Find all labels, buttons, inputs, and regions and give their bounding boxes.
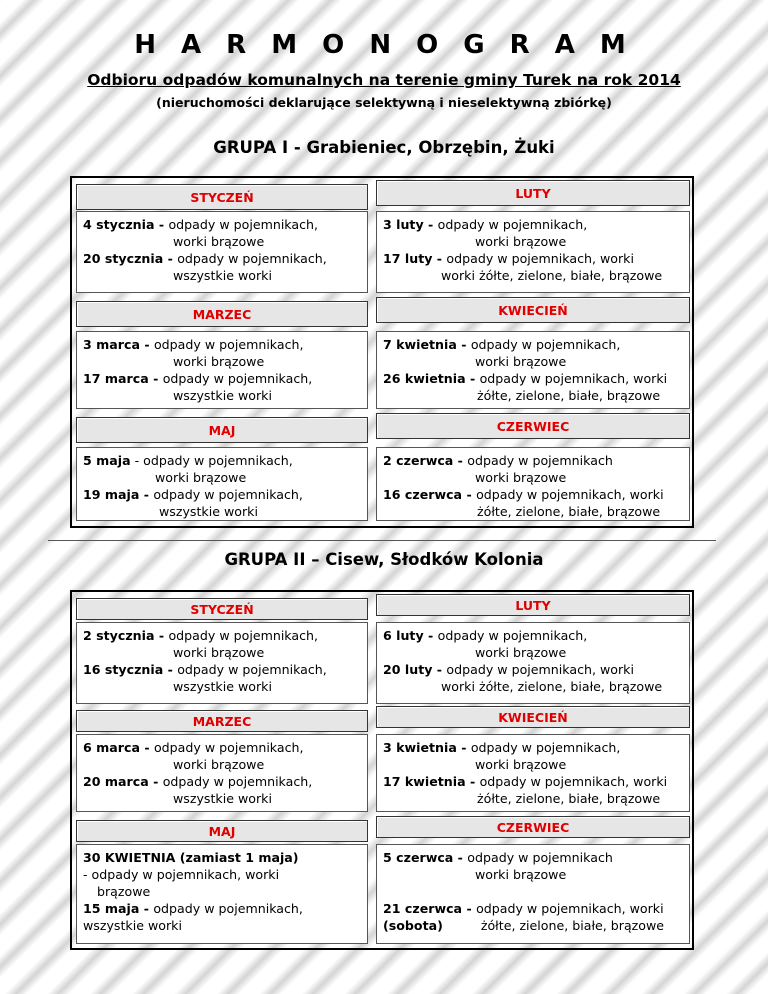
- schedule-line: [83, 900, 361, 917]
- collection-description: worki brązowe: [475, 354, 567, 369]
- collection-date: (sobota): [383, 918, 443, 933]
- month-schedule: [76, 734, 368, 812]
- month-schedule: [76, 447, 368, 521]
- collection-description: worki żółte, zielone, białe, brązowe: [441, 268, 663, 283]
- collection-description: worki brązowe: [475, 757, 567, 772]
- collection-description: wszystkie worki: [173, 791, 272, 806]
- schedule-line: [383, 773, 683, 790]
- schedule-line: [383, 370, 683, 387]
- collection-description: odpady w pojemnikach, worki: [479, 774, 668, 789]
- schedule-line: [83, 486, 361, 503]
- month-header: STYCZEŃ: [76, 598, 368, 620]
- collection-description: worki brązowe: [173, 645, 265, 660]
- collection-description: odpady w pojemnikach, worki: [446, 662, 634, 677]
- collection-description: odpady w pojemnikach,: [177, 251, 327, 266]
- schedule-line: [83, 790, 361, 807]
- month-schedule: [376, 331, 690, 409]
- schedule-line: [383, 644, 683, 661]
- collection-description: odpady w pojemnikach, worki: [446, 251, 634, 266]
- collection-description: wszystkie worki: [173, 388, 272, 403]
- collection-description: odpady w pojemnikach,: [153, 901, 303, 916]
- collection-date: 20 luty -: [383, 662, 447, 677]
- schedule-line: [83, 917, 361, 934]
- group-2-schedule-table: [70, 590, 694, 950]
- collection-description: odpady w pojemnikach,: [153, 337, 304, 352]
- schedule-line: [383, 917, 683, 934]
- schedule-line: [383, 739, 683, 756]
- schedule-line: [83, 387, 361, 404]
- collection-description: wszystkie worki: [159, 504, 258, 519]
- month-header: MAJ: [76, 417, 368, 443]
- schedule-line: [83, 233, 361, 250]
- collection-description: odpady w pojemnikach,: [177, 662, 327, 677]
- schedule-line: [83, 503, 361, 520]
- collection-date: 6 luty -: [383, 628, 438, 643]
- month-header: CZERWIEC: [376, 816, 690, 838]
- collection-description: odpady w pojemnikach,: [437, 628, 588, 643]
- collection-description: worki brązowe: [173, 757, 265, 772]
- schedule-line: [383, 486, 683, 503]
- collection-description: odpady w pojemnikach,: [470, 337, 621, 352]
- collection-date: 2 stycznia -: [83, 628, 169, 643]
- collection-date: 17 luty -: [383, 251, 447, 266]
- schedule-line: [383, 387, 683, 404]
- month-header: MARZEC: [76, 301, 368, 327]
- month-header: STYCZEŃ: [76, 184, 368, 210]
- collection-description: odpady w pojemnikach,: [168, 217, 319, 232]
- collection-description: odpady w pojemnikach,: [168, 628, 319, 643]
- month-schedule: [76, 211, 368, 293]
- schedule-line: [83, 267, 361, 284]
- schedule-line: [383, 756, 683, 773]
- month-header: MARZEC: [76, 710, 368, 732]
- month-header: CZERWIEC: [376, 413, 690, 439]
- schedule-line: [83, 370, 361, 387]
- schedule-line: [383, 883, 683, 900]
- schedule-line: [383, 469, 683, 486]
- schedule-line: [83, 452, 361, 469]
- month-header: LUTY: [376, 594, 690, 616]
- schedule-line: [83, 469, 361, 486]
- month-schedule: [376, 211, 690, 293]
- collection-description: wszystkie worki: [83, 918, 182, 933]
- collection-description: odpady w pojemnikach,: [153, 740, 304, 755]
- collection-description: odpady w pojemnikach,: [153, 487, 303, 502]
- month-header: LUTY: [376, 180, 690, 206]
- schedule-line: [83, 739, 361, 756]
- schedule-line: [383, 233, 683, 250]
- schedule-line: [83, 849, 361, 866]
- collection-date: 19 maja -: [83, 487, 154, 502]
- document-note: (nieruchomości deklarujące selektywną i nieselektywną zbiórkę): [156, 95, 612, 110]
- month-schedule: [376, 447, 690, 521]
- month-schedule: [376, 844, 690, 944]
- collection-date: 4 stycznia -: [83, 217, 169, 232]
- schedule-line: [83, 883, 361, 900]
- month-header: KWIECIEŃ: [376, 706, 690, 728]
- collection-description: worki brązowe: [475, 645, 567, 660]
- schedule-line: [383, 503, 683, 520]
- month-header: MAJ: [76, 820, 368, 842]
- month-schedule: [76, 622, 368, 704]
- collection-description: odpady w pojemnikach, worki: [476, 901, 664, 916]
- collection-description: odpady w pojemnikach,: [162, 371, 313, 386]
- group-1-title: GRUPA I - Grabieniec, Obrzębin, Żuki: [213, 138, 555, 157]
- collection-description: - odpady w pojemnikach,: [130, 453, 293, 468]
- collection-description: żółte, zielone, białe, brązowe: [477, 388, 661, 403]
- collection-description: żółte, zielone, białe, brązowe: [477, 504, 661, 519]
- schedule-line: [83, 336, 361, 353]
- collection-date: 3 kwietnia -: [383, 740, 471, 755]
- collection-date: 21 czerwca -: [383, 901, 477, 916]
- schedule-line: [383, 849, 683, 866]
- collection-date: 20 marca -: [83, 774, 163, 789]
- collection-description: worki żółte, zielone, białe, brązowe: [441, 679, 663, 694]
- collection-date: 17 kwietnia -: [383, 774, 480, 789]
- collection-description: brązowe: [97, 884, 151, 899]
- collection-date: 5 czerwca -: [383, 850, 468, 865]
- schedule-line: [83, 661, 361, 678]
- collection-date: 7 kwietnia -: [383, 337, 471, 352]
- collection-description: odpady w pojemnikach, worki: [479, 371, 668, 386]
- section-divider: [48, 540, 716, 541]
- collection-date: 6 marca -: [83, 740, 154, 755]
- collection-description: odpady w pojemnikach,: [162, 774, 313, 789]
- schedule-line: [383, 866, 683, 883]
- collection-date: 15 maja -: [83, 901, 154, 916]
- collection-description: worki brązowe: [173, 234, 265, 249]
- schedule-line: [83, 756, 361, 773]
- collection-description: worki brązowe: [155, 470, 247, 485]
- collection-description: odpady w pojemnikach: [467, 850, 613, 865]
- schedule-line: [383, 790, 683, 807]
- collection-description: worki brązowe: [475, 470, 567, 485]
- schedule-line: [383, 661, 683, 678]
- collection-description: odpady w pojemnikach, worki: [476, 487, 664, 502]
- schedule-line: [83, 627, 361, 644]
- schedule-line: [383, 900, 683, 917]
- collection-description: worki brązowe: [475, 234, 567, 249]
- collection-date: 26 kwietnia -: [383, 371, 480, 386]
- collection-description: odpady w pojemnikach: [467, 453, 613, 468]
- collection-date: 16 stycznia -: [83, 662, 178, 677]
- schedule-line: [383, 216, 683, 233]
- schedule-line: [83, 773, 361, 790]
- collection-description: wszystkie worki: [173, 268, 272, 283]
- schedule-line: [383, 452, 683, 469]
- schedule-line: [383, 627, 683, 644]
- group-1-schedule-table: [70, 176, 694, 528]
- month-schedule: [76, 331, 368, 409]
- collection-description: odpady w pojemnikach,: [437, 217, 588, 232]
- schedule-line: [383, 250, 683, 267]
- collection-description: worki brązowe: [173, 354, 265, 369]
- collection-date: 20 stycznia -: [83, 251, 178, 266]
- month-schedule: [376, 734, 690, 812]
- collection-date: 5 maja: [83, 453, 131, 468]
- collection-date: 16 czerwca -: [383, 487, 477, 502]
- collection-description: odpady w pojemnikach,: [470, 740, 621, 755]
- month-schedule: [76, 844, 368, 944]
- collection-description: żółte, zielone, białe, brązowe: [480, 918, 665, 933]
- collection-date: 2 czerwca -: [383, 453, 468, 468]
- schedule-line: [83, 216, 361, 233]
- schedule-line: [83, 353, 361, 370]
- schedule-line: [83, 644, 361, 661]
- schedule-line: [383, 267, 683, 284]
- schedule-line: [383, 678, 683, 695]
- document-title: H A R M O N O G R A M: [134, 30, 634, 60]
- document-subtitle: Odbioru odpadów komunalnych na terenie gminy Turek na rok 2014: [87, 71, 681, 89]
- collection-description: - odpady w pojemnikach, worki: [83, 867, 280, 882]
- collection-date: 17 marca -: [83, 371, 163, 386]
- collection-description: żółte, zielone, białe, brązowe: [477, 791, 661, 806]
- schedule-line: [83, 678, 361, 695]
- collection-description: wszystkie worki: [173, 679, 272, 694]
- schedule-line: [83, 250, 361, 267]
- schedule-line: [383, 353, 683, 370]
- month-schedule: [376, 622, 690, 704]
- group-2-title: GRUPA II – Cisew, Słodków Kolonia: [224, 550, 544, 569]
- schedule-line: [383, 336, 683, 353]
- collection-date: 3 luty -: [383, 217, 438, 232]
- collection-date: 30 KWIETNIA (zamiast 1 maja): [83, 850, 299, 865]
- month-header: KWIECIEŃ: [376, 297, 690, 323]
- collection-description: worki brązowe: [475, 867, 567, 882]
- schedule-line: [83, 866, 361, 883]
- collection-date: 3 marca -: [83, 337, 154, 352]
